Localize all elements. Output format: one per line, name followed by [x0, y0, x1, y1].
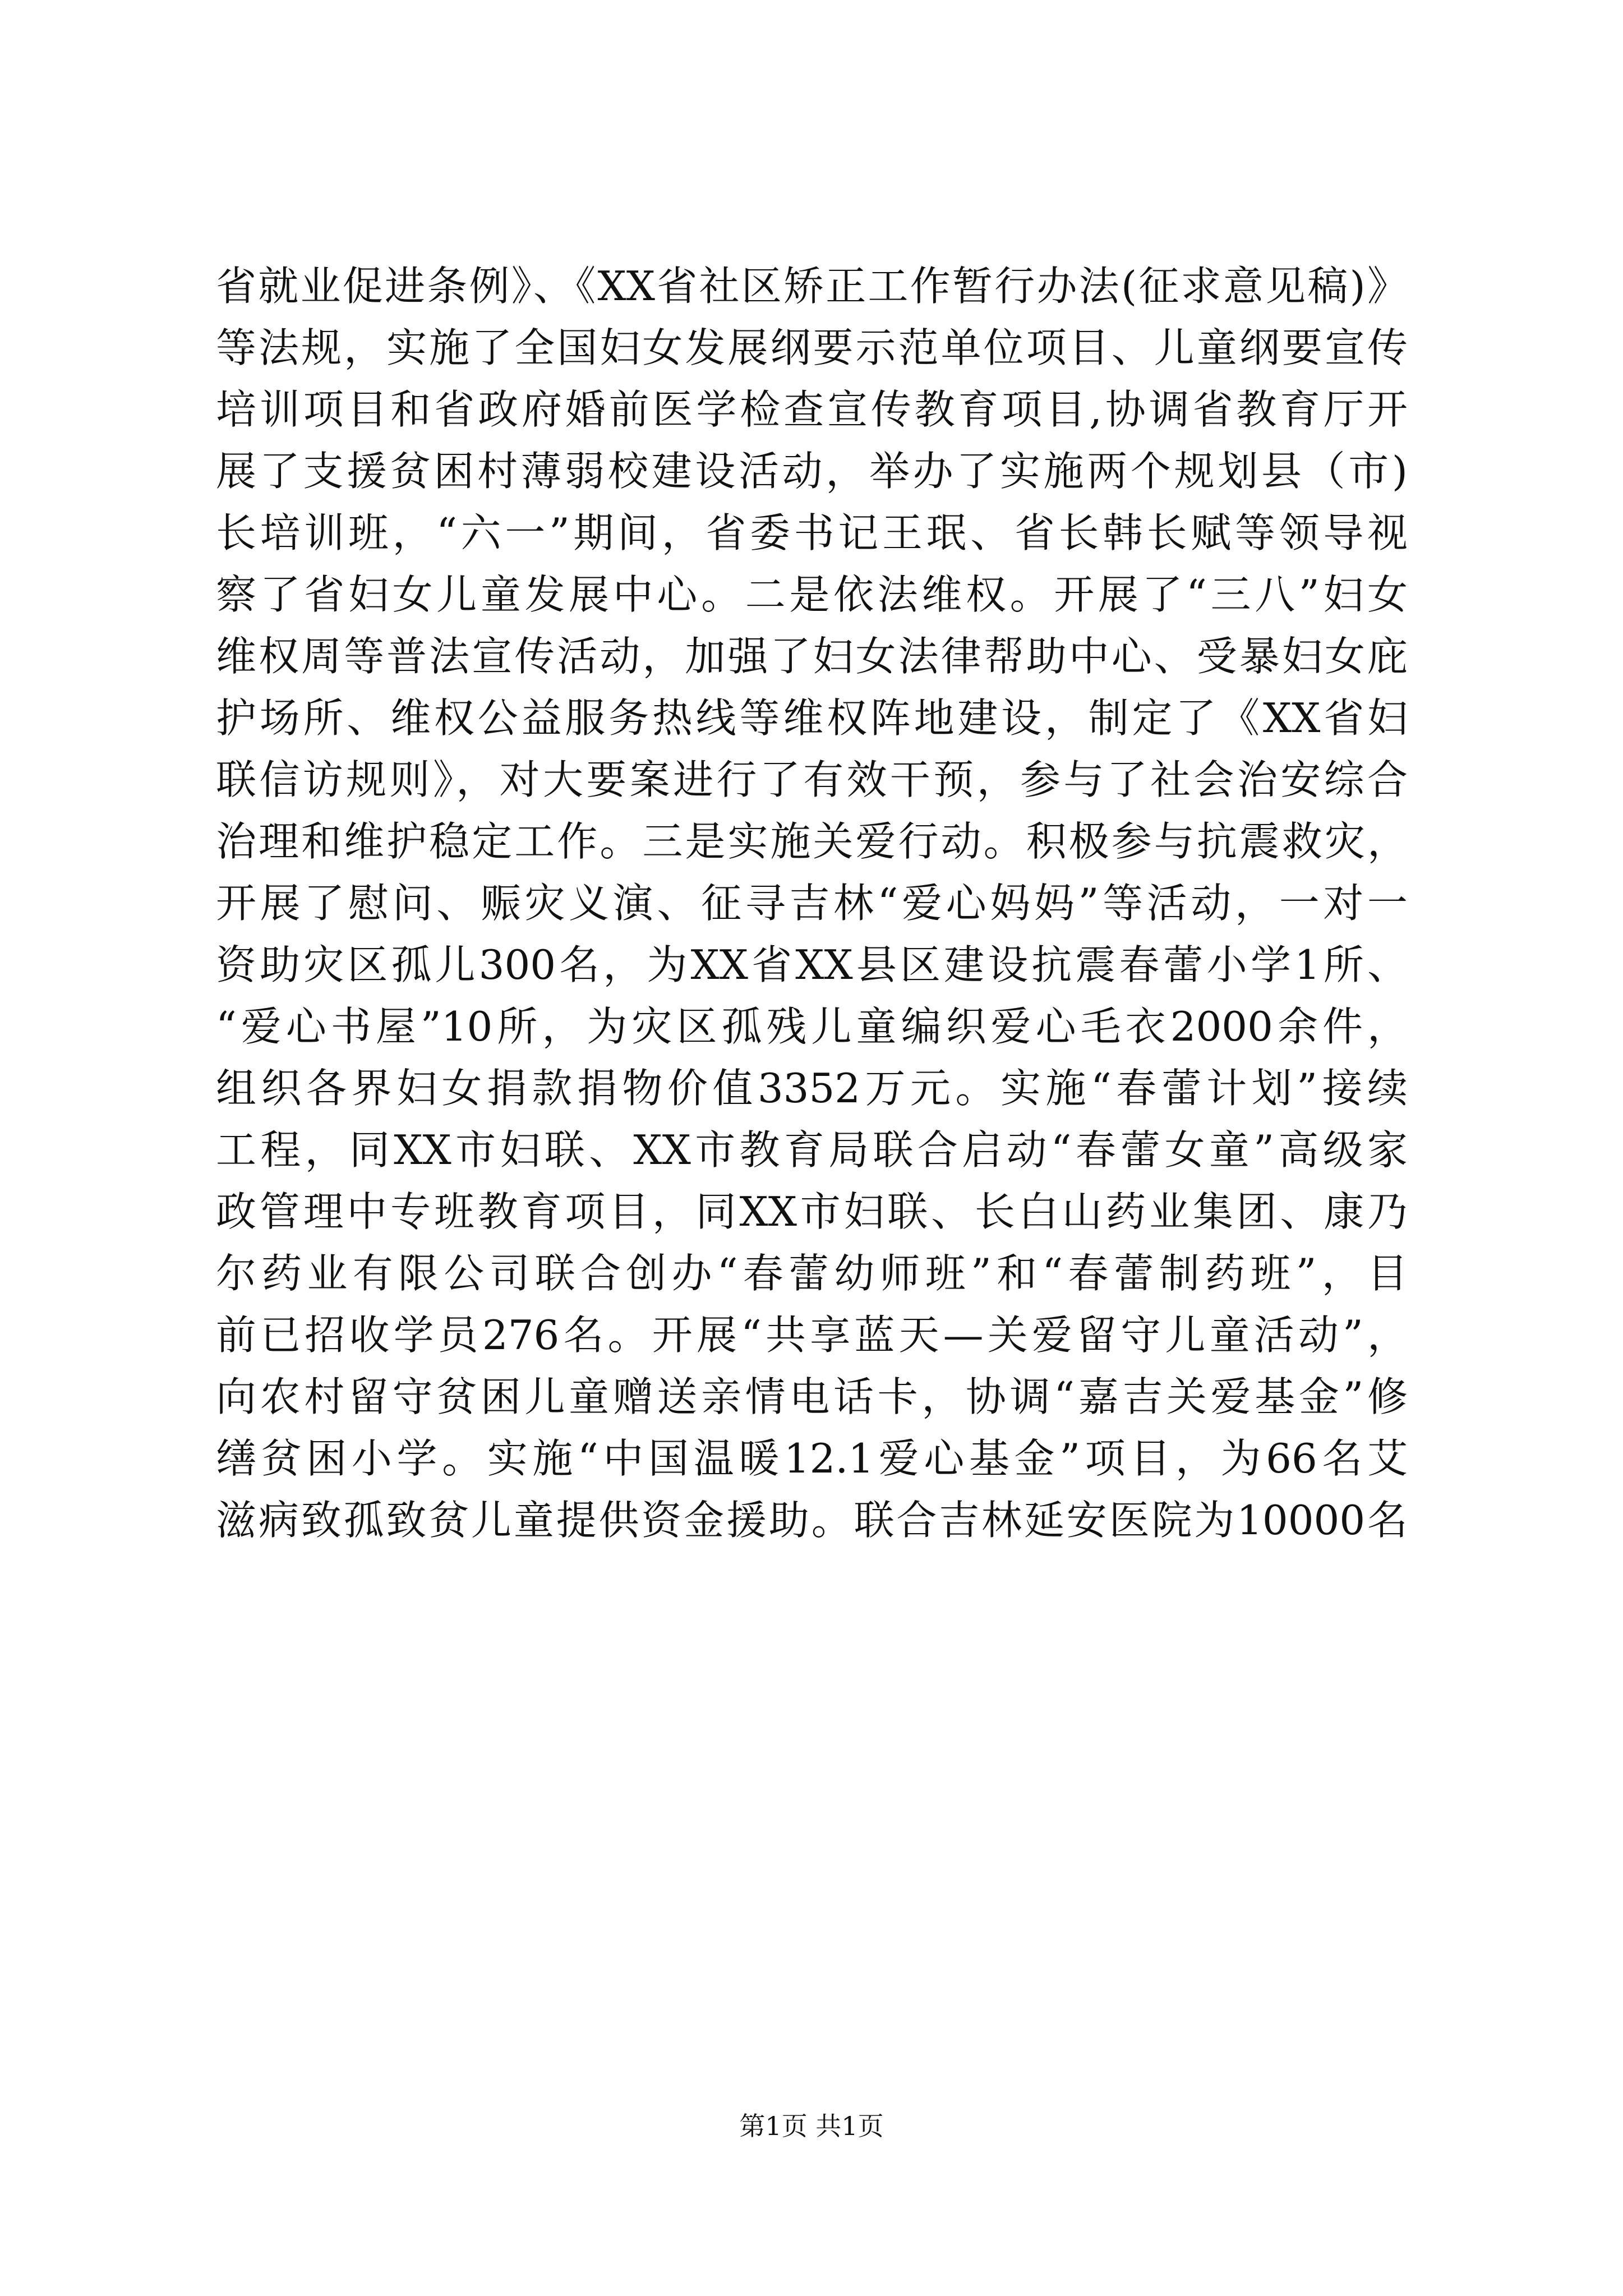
body-text-line: 长培训班，“六一”期间，省委书记王珉、省长韩长赋等领导视	[216, 509, 1408, 556]
body-text-line: “爱心书屋”10所，为灾区孤残儿童编织爱心毛衣2000余件，	[216, 1003, 1408, 1050]
body-text-line: 缮贫困小学。实施“中国温暖12.1爱心基金”项目，为66名艾	[216, 1435, 1408, 1482]
body-text-line: 向农村留守贫困儿童赠送亲情电话卡，协调“嘉吉关爱基金”修	[216, 1373, 1408, 1420]
body-text-line: 等法规，实施了全国妇女发展纲要示范单位项目、儿童纲要宣传	[216, 324, 1408, 371]
body-text-line: 开展了慰问、赈灾义演、征寻吉林“爱心妈妈”等活动，一对一	[216, 880, 1408, 927]
body-text-line: 工程，同XX市妇联、XX市教育局联合启动“春蕾女童”高级家	[216, 1126, 1408, 1174]
body-text-line: 滋病致孤致贫儿童提供资金援助。联合吉林延安医院为10000名	[216, 1497, 1408, 1544]
body-text-line: 尔药业有限公司联合创办“春蕾幼师班”和“春蕾制药班”，目	[216, 1250, 1408, 1297]
body-text-line: 治理和维护稳定工作。三是实施关爱行动。积极参与抗震救灾，	[216, 818, 1408, 865]
body-text-line: 前已招收学员276名。开展“共享蓝天—关爱留守儿童活动”，	[216, 1312, 1408, 1359]
body-text-line: 察了省妇女儿童发展中心。二是依法维权。开展了“三八”妇女	[216, 571, 1408, 618]
page-number-footer: 第1页 共1页	[739, 2111, 884, 2141]
body-text-line: 资助灾区孤儿300名，为XX省XX县区建设抗震春蕾小学1所、	[216, 941, 1408, 988]
body-text-line: 培训项目和省政府婚前医学检查宣传教育项目,协调省教育厅开	[216, 386, 1408, 433]
body-text-line: 维权周等普法宣传活动，加强了妇女法律帮助中心、受暴妇女庇	[216, 633, 1408, 680]
body-text-line: 省就业促进条例》、《XX省社区矫正工作暂行办法(征求意见稿)》	[216, 263, 1408, 310]
body-text-line: 展了支援贫困村薄弱校建设活动，举办了实施两个规划县（市)	[216, 448, 1408, 495]
body-text-line: 组织各界妇女捐款捐物价值3352万元。实施“春蕾计划”接续	[216, 1065, 1408, 1112]
body-text-line: 护场所、维权公益服务热线等维权阵地建设，制定了《XX省妇	[216, 694, 1408, 742]
body-text-line: 联信访规则》，对大要案进行了有效干预，参与了社会治安综合	[216, 756, 1408, 803]
body-text-line: 政管理中专班教育项目，同XX市妇联、长白山药业集团、康乃	[216, 1188, 1408, 1235]
